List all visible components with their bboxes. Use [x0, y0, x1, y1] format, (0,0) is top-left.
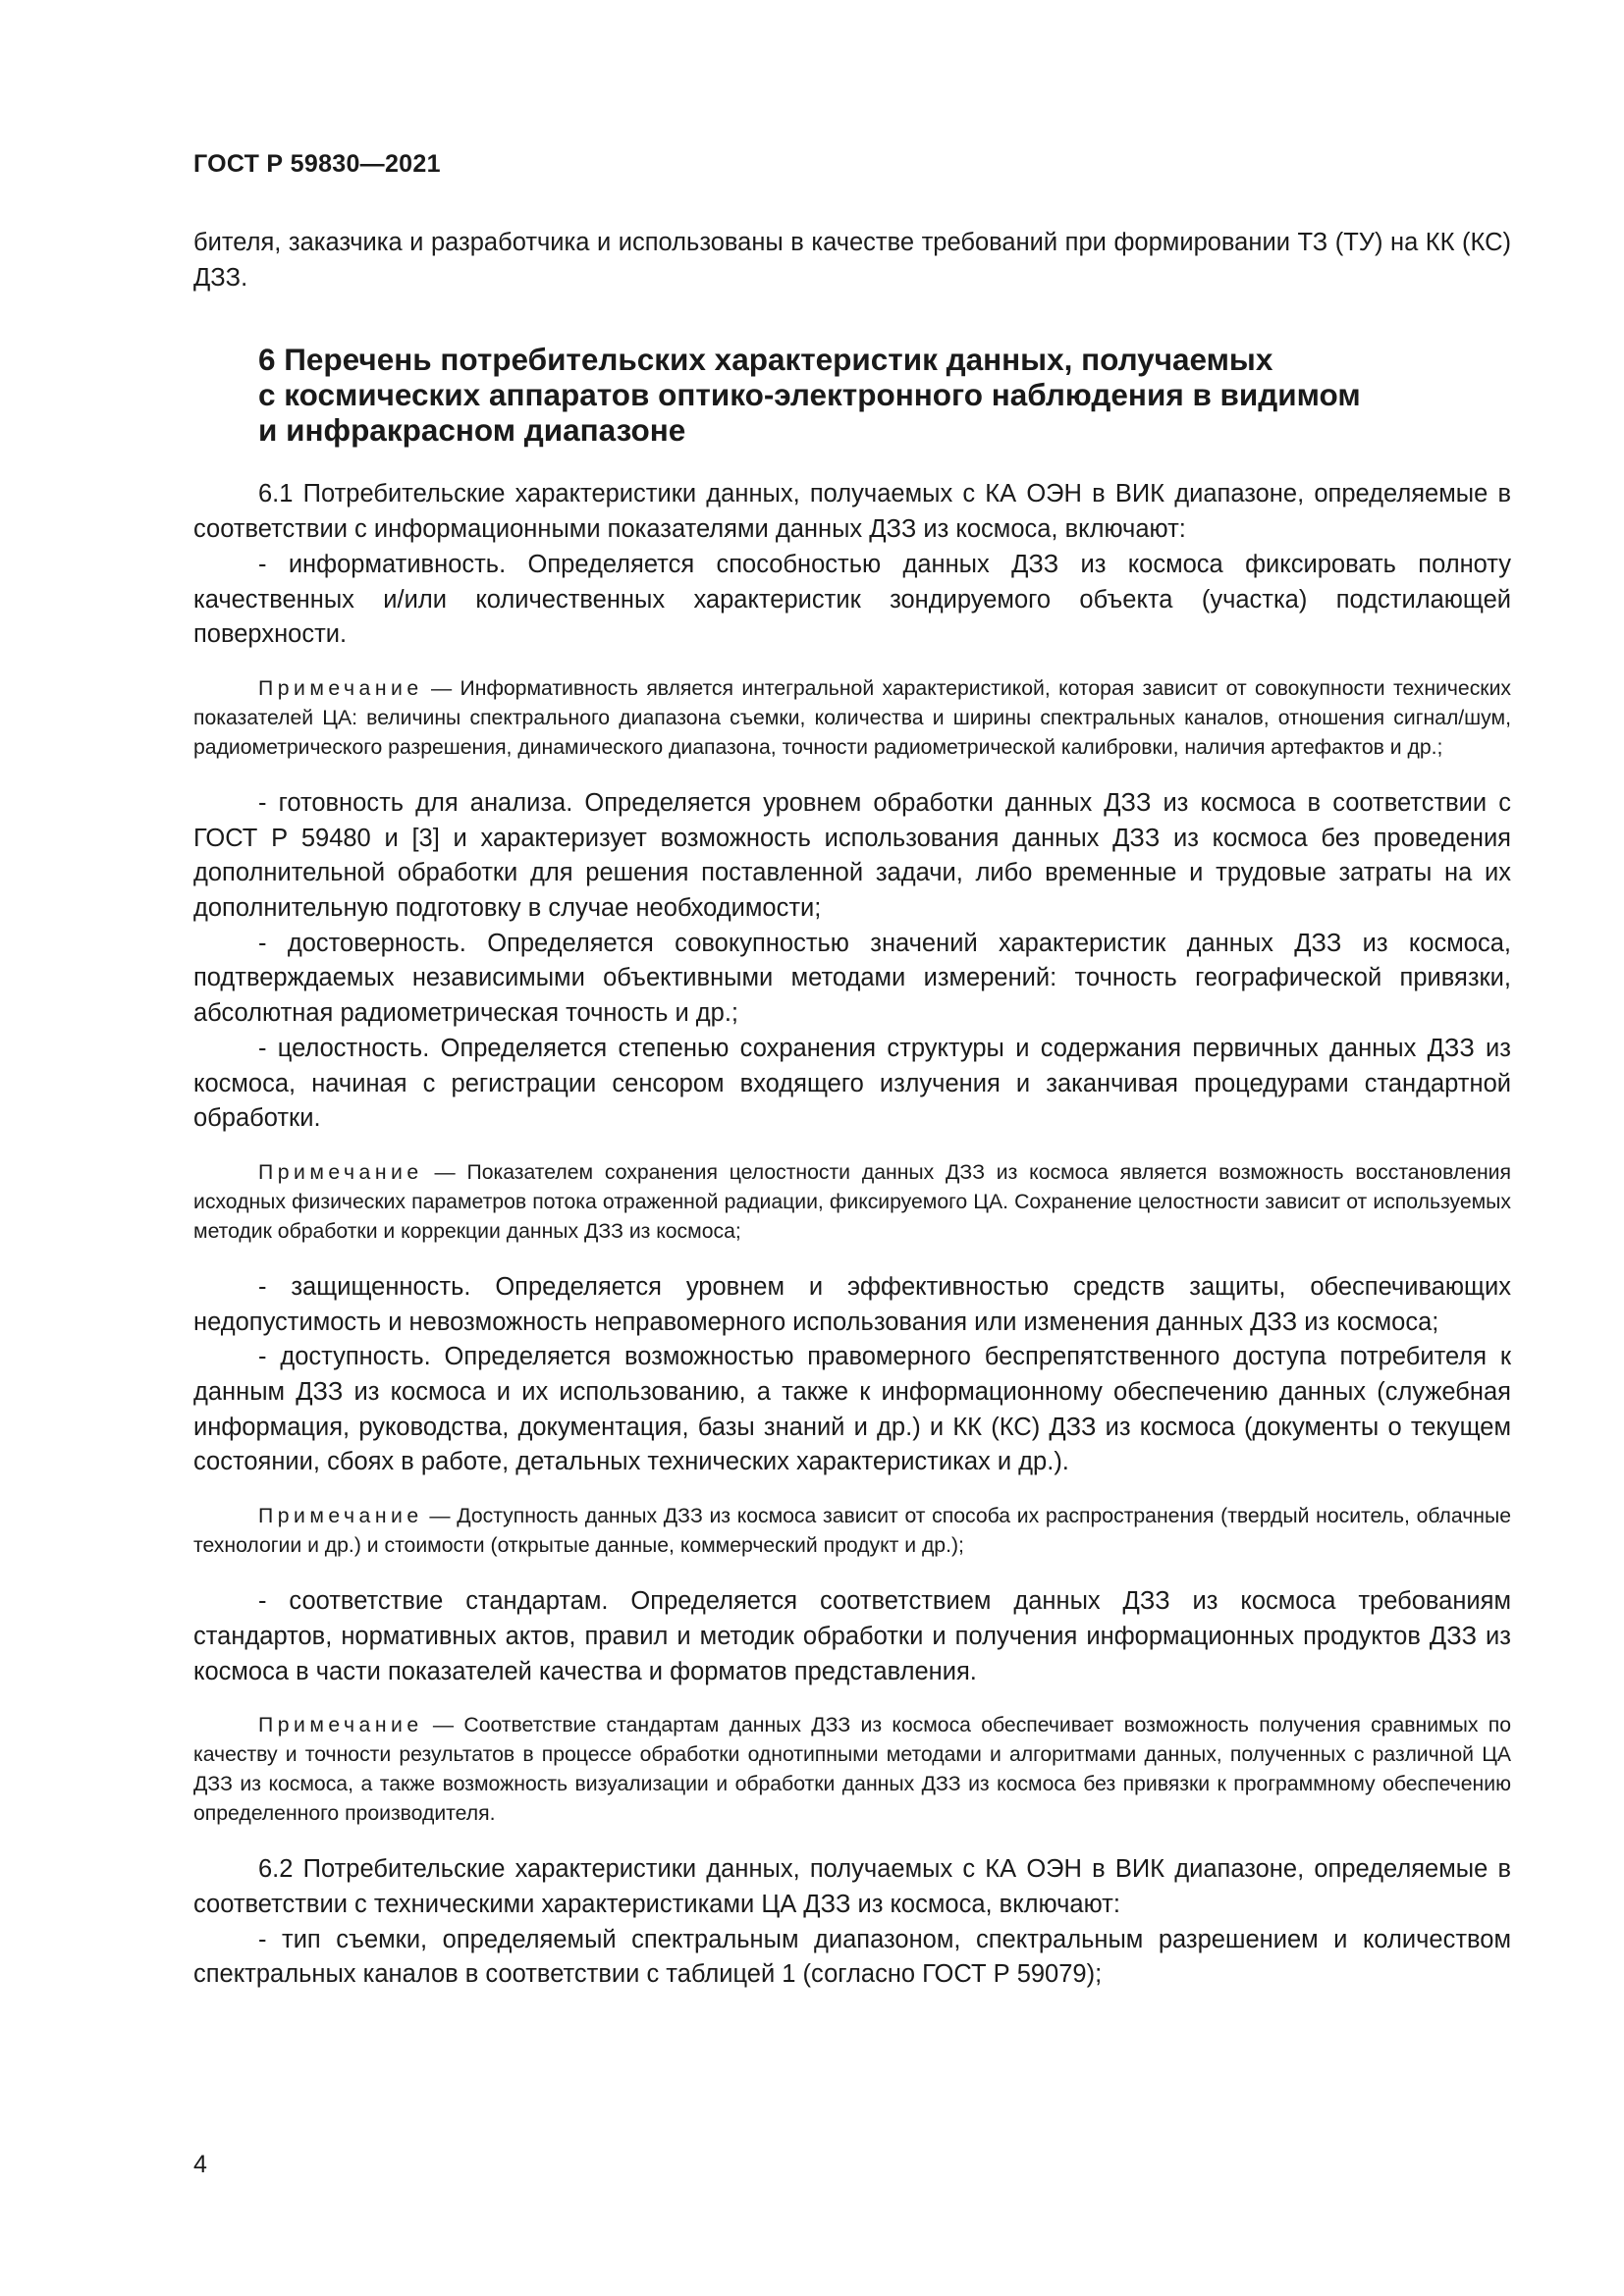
paragraph-6-1: 6.1 Потребительские характеристики данных, получаемых с КА ОЭН в ВИК диапазоне, определяемые в соответствии с информационными показателями данных ДЗЗ из космоса, включают: [193, 480, 1511, 544]
note-standards [193, 1711, 1511, 1829]
note-label: Примечание [258, 1714, 423, 1737]
item-reliability: - достоверность. Определяется совокупностью значений характеристик данных ДЗЗ из космоса, подтверждаемых независимыми объективными методами измерений: точность географической привязки, абсолютная радиометрическая точность и др.; [193, 929, 1511, 1028]
page-content [193, 226, 1511, 1993]
page-number: 4 [193, 2151, 207, 2178]
note-accessibility [193, 1502, 1511, 1561]
note-label: Примечание [258, 676, 423, 700]
document-header: ГОСТ Р 59830—2021 [193, 150, 441, 178]
section-title [258, 342, 1466, 448]
note-informativity [193, 674, 1511, 763]
note-text: — Соответствие стандартам данных ДЗЗ из космоса обеспечивает возможность получения сравнимых по качеству и точности результатов в процессе обработки однотипными методами и алгоритмами данных, полученных с различной ЦА ДЗЗ из космоса, а также возможность визуализации и обработки данных ДЗЗ из космоса без привязки к программному обеспечению определенного производителя. [193, 1714, 1511, 1826]
item-accessibility: - доступность. Определяется возможностью правомерного беспрепятственного доступа потребителя к данным ДЗЗ из космоса и их использованию, а также к информационному обеспечению данных (служебная информация, руководства, документация, базы знаний и др.) и КК (КС) ДЗЗ из космоса (документы о текущем состоянии, сбоях в работе, детальных технических характеристиках и др.). [193, 1343, 1511, 1476]
section-title-line: с космических аппаратов оптико-электронного наблюдения в видимом [258, 377, 1361, 413]
item-security: - защищенность. Определяется уровнем и эффективностью средств защиты, обеспечивающих недопустимость и невозможность неправомерного использования или изменения данных ДЗЗ из космоса; [193, 1272, 1511, 1336]
item-informativity: - информативность. Определяется способностью данных ДЗЗ из космоса фиксировать полноту качественных и/или количественных характеристик зондируемого объекта (участка) подстилающей поверхности. [193, 550, 1511, 649]
item-standards: - соответствие стандартам. Определяется соответствием данных ДЗЗ из космоса требованиям стандартов, нормативных актов, правил и методик обработки и получения информационных продуктов ДЗЗ из космоса в части показателей качества и форматов представления. [193, 1587, 1511, 1685]
note-text: — Доступность данных ДЗЗ из космоса зависит от способа их распространения (твердый носитель, облачные технологии и др.) и стоимости (открытые данные, коммерческий продукт и др.); [193, 1505, 1511, 1558]
note-label: Примечание [258, 1160, 423, 1184]
note-text: — Информативность является интегральной характеристикой, которая зависит от совокупности технических показателей ЦА: величины спектрального диапазона съемки, количества и ширины спектральных каналов, отношения сигнал/шум, радиометрического разрешения, динамического диапазона, точности радиометрической калибровки, наличия артефактов и др.; [193, 676, 1511, 759]
note-integrity [193, 1158, 1511, 1247]
item-survey-type: - тип съемки, определяемый спектральным диапазоном, спектральным разрешением и количеством спектральных каналов в соответствии с таблицей 1 (согласно ГОСТ Р 59079); [193, 1925, 1511, 1989]
paragraph-6-2: 6.2 Потребительские характеристики данных, получаемых с КА ОЭН в ВИК диапазоне, определяемые в соответствии с техническими характеристиками ЦА ДЗЗ из космоса, включают: [193, 1855, 1511, 1918]
section-title-line: и инфракрасном диапазоне [258, 412, 686, 449]
item-readiness: - готовность для анализа. Определяется уровнем обработки данных ДЗЗ из космоса в соответствии с ГОСТ Р 59480 и [3] и характеризует возможность использования данных ДЗЗ из космоса без проведения дополнительной обработки для решения поставленной задачи, либо временные и трудовые затраты на их дополнительную подготовку в случае необходимости; [193, 788, 1511, 923]
note-label: Примечание [258, 1505, 423, 1528]
item-integrity: - целостность. Определяется степенью сохранения структуры и содержания первичных данных ДЗЗ из космоса, начиная с регистрации сенсором входящего излучения и заканчивая процедурами стандартной обработки. [193, 1034, 1511, 1133]
intro-paragraph: бителя, заказчика и разработчика и использованы в качестве требований при формировании ТЗ (ТУ) на КК (КС) ДЗЗ. [193, 229, 1511, 292]
note-text: — Показателем сохранения целостности данных ДЗЗ из космоса является возможность восстановления исходных физических параметров потока отраженной радиации, фиксируемого ЦА. Сохранение целостности зависит от используемых методик обработки и коррекции данных ДЗЗ из космоса; [193, 1160, 1511, 1243]
section-title-line: 6 Перечень потребительских характеристик данных, получаемых [258, 342, 1273, 378]
